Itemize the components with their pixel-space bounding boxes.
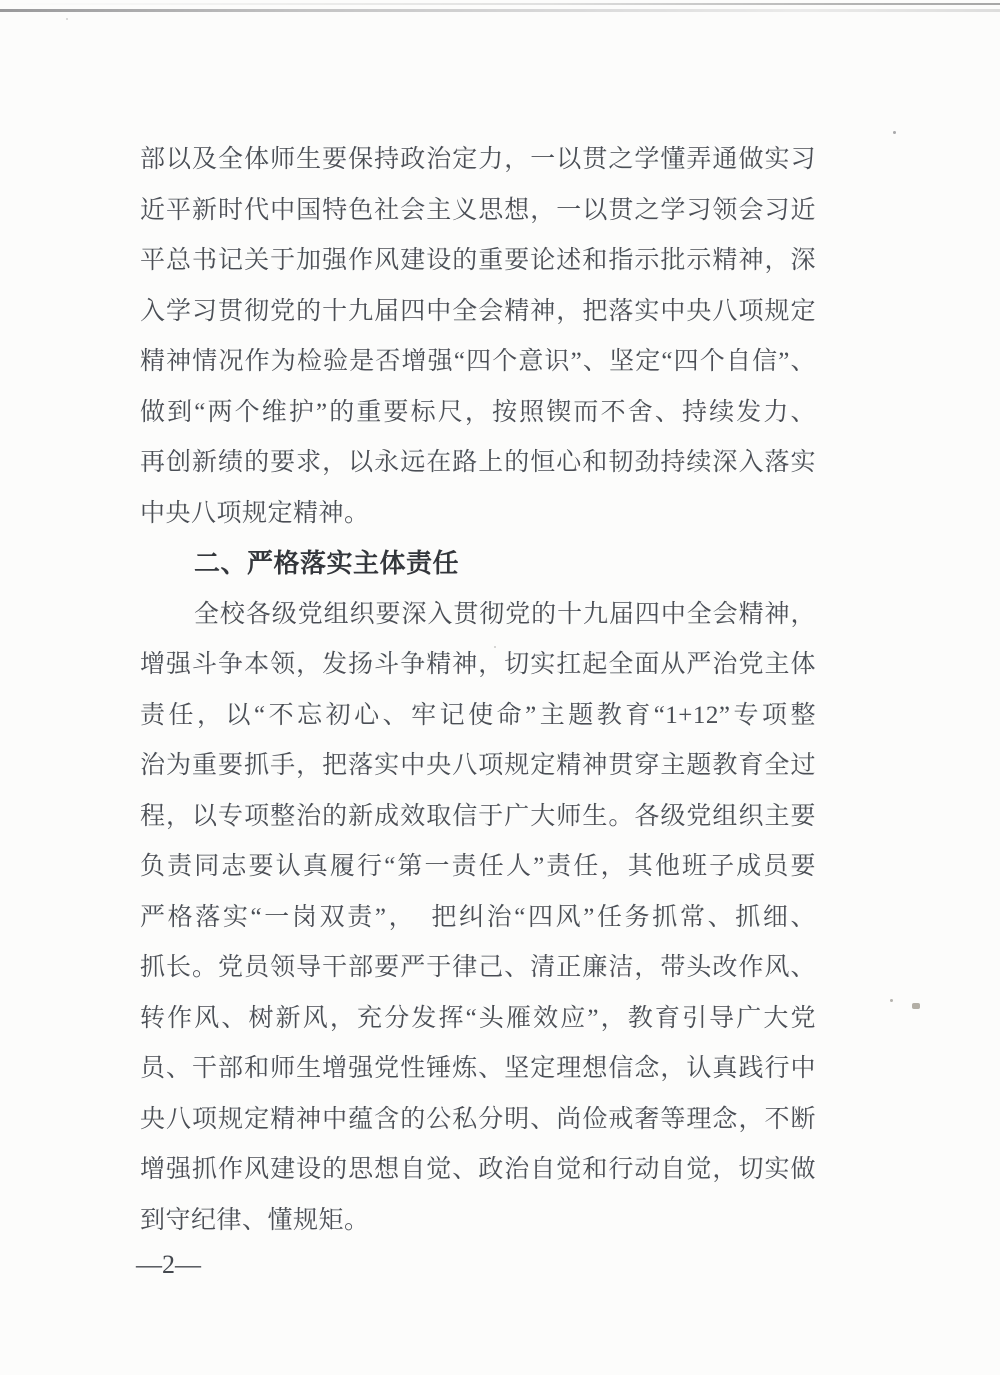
body-line: 做到“两个维护”的重要标尺，按照锲而不舍、持续发力、 xyxy=(140,398,816,426)
scan-speck xyxy=(912,1003,920,1009)
body-line: 到守纪律、懂规矩。 xyxy=(140,1206,370,1234)
scan-speck xyxy=(66,18,68,20)
body-line: 央八项规定精神中蕴含的公私分明、尚俭戒奢等理念，不断 xyxy=(140,1105,816,1133)
body-line: 增强斗争本领，发扬斗争精神，切实扛起全面从严治党主体 xyxy=(140,651,816,678)
body-line: 近平新时代中国特色社会主义思想，一以贯之学习领会习近 xyxy=(140,196,816,224)
body-line: 中央八项规定精神。 xyxy=(140,499,370,527)
body-line: 转作风、树新风，充分发挥“头雁效应”，教育引导广大党 xyxy=(140,1004,816,1032)
scan-artifact-line xyxy=(0,9,1000,12)
paragraph-first-line: 全校各级党组织要深入贯彻党的十九届四中全会精神， xyxy=(194,600,816,628)
body-line: 部以及全体师生要保持政治定力，一以贯之学懂弄通做实习 xyxy=(140,146,816,173)
scan-artifact-line xyxy=(0,3,1000,5)
body-line: 再创新绩的要求，以永远在路上的恒心和韧劲持续深入落实 xyxy=(140,449,816,476)
body-line: 入学习贯彻党的十九届四中全会精神，把落实中央八项规定 xyxy=(140,297,816,325)
section-heading: 二、严格落实主体责任 xyxy=(194,549,460,578)
body-line: 员、干部和师生增强党性锤炼、坚定理想信念，认真践行中 xyxy=(140,1055,816,1082)
body-line: 抓长。党员领导干部要严于律己、清正廉洁，带头改作风、 xyxy=(140,954,816,981)
body-line: 平总书记关于加强作风建设的重要论述和指示批示精神，深 xyxy=(140,247,816,274)
scan-speck xyxy=(890,999,893,1002)
body-line: 程，以专项整治的新成效取信于广大师生。各级党组织主要 xyxy=(140,802,816,830)
scan-speck xyxy=(893,131,896,134)
body-line: 严格落实“一岗双责”， 把纠治“四风”任务抓常、抓细、 xyxy=(140,903,816,931)
body-line: 治为重要抓手，把落实中央八项规定精神贯穿主题教育全过 xyxy=(140,752,816,779)
body-line: 精神情况作为检验是否增强“四个意识”、坚定“四个自信”、 xyxy=(140,348,816,375)
page-number: —2— xyxy=(136,1250,201,1279)
body-line: 增强抓作风建设的思想自觉、政治自觉和行动自觉，切实做 xyxy=(140,1156,816,1183)
body-line: 责任，以“不忘初心、牢记使命”主题教育“1+12”专项整 xyxy=(140,701,816,729)
body-line: 负责同志要认真履行“第一责任人”责任，其他班子成员要 xyxy=(140,853,816,880)
page-content xyxy=(140,135,816,1246)
